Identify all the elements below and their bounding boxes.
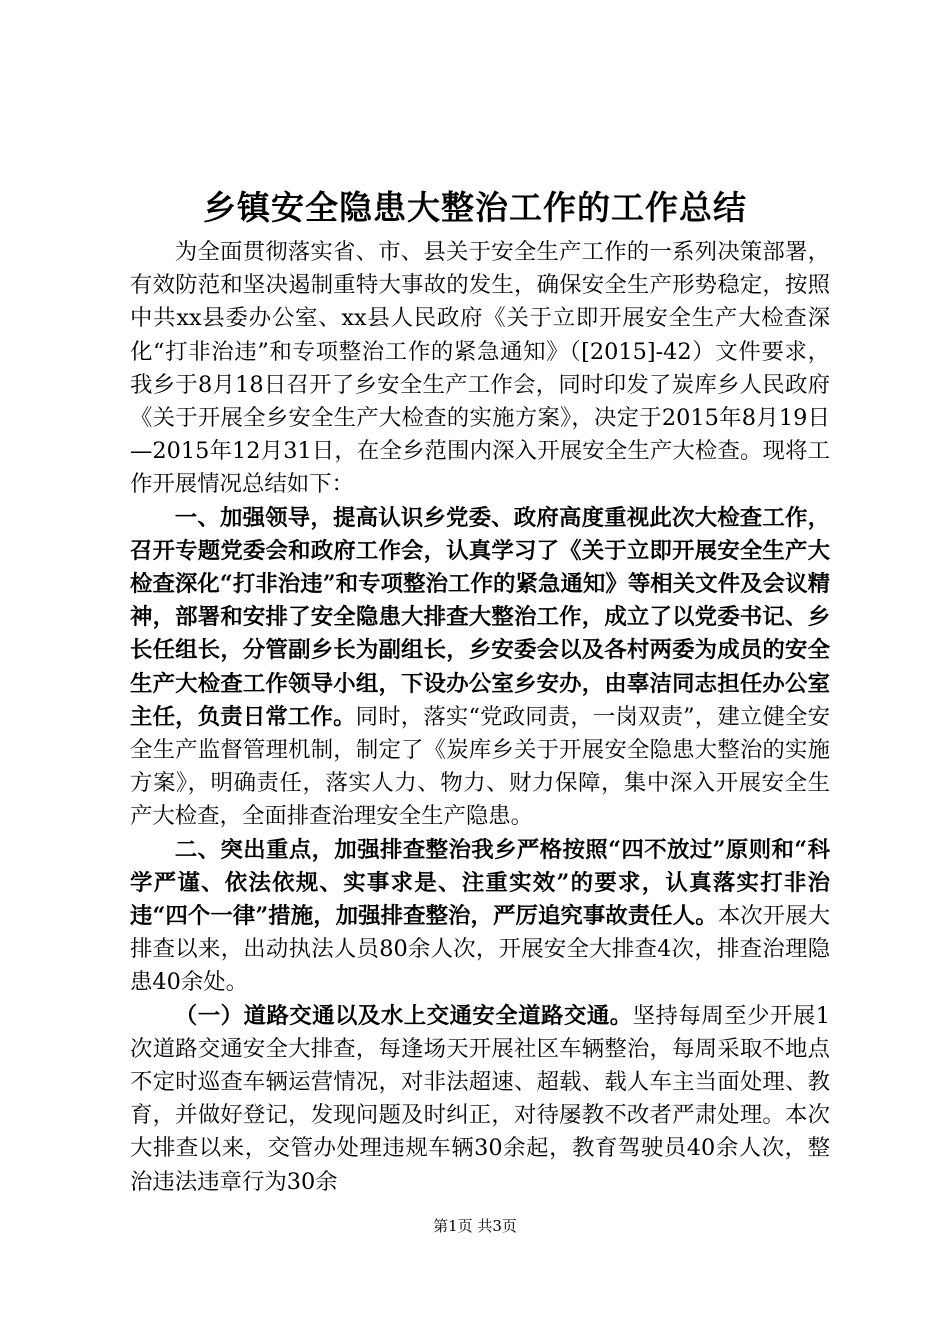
body-paragraph [130,236,830,502]
paragraph-text: 同时，落实“党政同责，一岗双责”，建立健全安全生产监督管理机制，制定了《炭库乡关于开展安全隐患大整治的实施方案》，明确责任，落实人力、物力、财力保障，集中深入开展安全生产大检查，全面排查治理安全生产隐患。 [130,703,830,830]
paragraph-text: 为全面贯彻落实省、市、县关于安全生产工作的一系列决策部署，有效防范和坚决遏制重特大事故的发生，确保安全生产形势稳定，按照中共xx县委办公室、xx县人民政府《关于立即开展安全生产大检查深化“打非治违”和专项整治工作的紧急通知》（[2015]-42）文件要求，我乡于8月18日召开了乡安全生产工作会，同时印发了炭库乡人民政府《关于开展全乡安全生产大检查的实施方案》，决定于2015年8月19日—2015年12月31日，在全乡范围内深入开展安全生产大检查。现将工作开展情况总结如下： [130,239,830,498]
page-footer: 第1页 共3页 [433,1217,517,1235]
document-title: 乡镇安全隐患大整治工作的工作总结 [203,188,747,227]
paragraph-heading: （一）道路交通以及水上交通安全道路交通。 [174,1002,633,1029]
document-body [130,236,830,1199]
body-paragraph [130,834,830,1000]
paragraph-heading: 一、加强领导，提高认识乡党委、政府高度重视此次大检查工作，召开专题党委会和政府工作会，认真学习了《关于立即开展安全生产大检查深化“打非治违”和专项整治工作的紧急通知》等相关文件及会议精神，部署和安排了安全隐患大排查大整治工作，成立了以党委书记、乡长任组长，分管副乡长为副组长，乡安委会以及各村两委为成员的安全生产大检查工作领导小组，下设办公室乡安办，由辜洁同志担任办公室主任，负责日常工作。 [130,504,830,730]
paragraph-text: 坚持每周至少开展1次道路交通安全大排查，每逢场天开展社区车辆整治，每周采取不地点不定时巡查车辆运营情况，对非法超速、超载、载人车主当面处理、教育，并做好登记，发现问题及时纠正，对待屡教不改者严肃处理。本次大排查以来，交管办处理违规车辆30余起，教育驾驶员40余人次，整治违法违章行为30余 [130,1002,831,1195]
paragraph-text: 本次开展大排查以来，出动执法人员80余人次，开展安全大排查4次，排查治理隐患40余处。 [130,903,830,996]
body-paragraph [130,502,830,834]
paragraph-heading: 二、突出重点，加强排查整治我乡严格按照“四不放过”原则和“科学严谨、依法依规、实事求是、注重实效”的要求，认真落实打非治违“四个一律”措施，加强排查整治，严厉追究事故责任人。 [130,836,830,930]
body-paragraph [130,1000,830,1199]
